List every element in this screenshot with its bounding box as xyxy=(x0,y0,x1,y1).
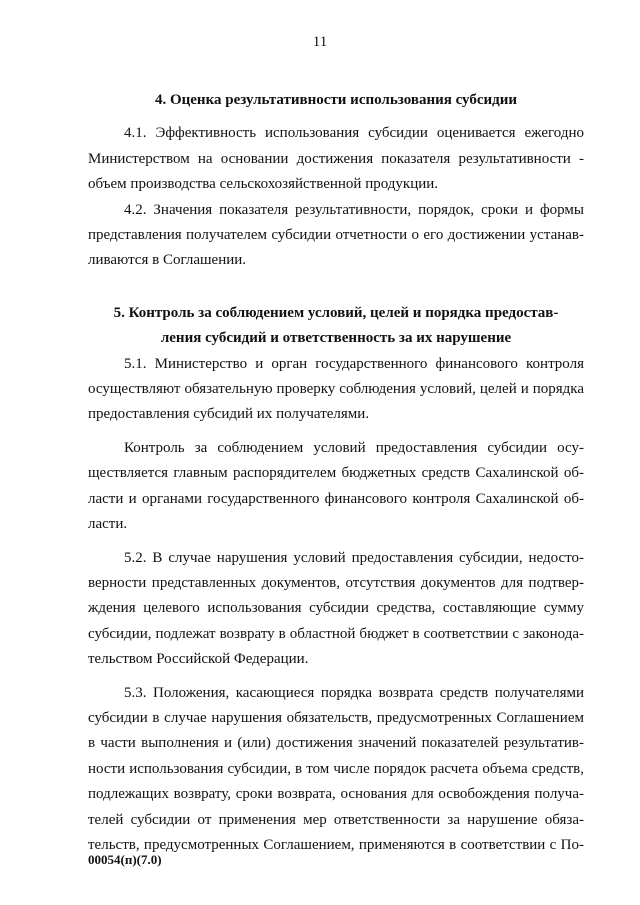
text-line: субсидии, подлежат возврату в областной бюджет в соответствии с законода- xyxy=(88,625,584,642)
text-line: ливаются в Соглашении. xyxy=(88,252,247,269)
text-line: субсидии в случае нарушения обязательств, предусмотренных Соглашением xyxy=(88,709,584,726)
text-line: ласти. xyxy=(88,516,128,533)
heading-line: 5. Контроль за соблюдением условий, целей и порядка предостав- xyxy=(113,304,559,321)
text-line: 5.1. Министерство и орган государственного финансового контроля xyxy=(124,355,584,372)
text-line: тельством Российской Федерации. xyxy=(88,651,309,668)
text-line: подлежащих возврату, сроки возврата, основания для освобождения получа- xyxy=(88,786,584,803)
text-line: ждения целевого использования субсидии средства, составляющие сумму xyxy=(88,600,584,617)
text-line: 4.2. Значения показателя результативности, порядок, сроки и формы xyxy=(124,201,584,218)
paragraph-5-1 xyxy=(88,352,584,428)
text-line: ности использования субсидии, в том числе порядок расчета объема средств, xyxy=(88,760,584,777)
paragraph-5-3 xyxy=(88,681,584,859)
text-line: тельств, предусмотренных Соглашением, применяются в соответствии с По- xyxy=(88,836,584,853)
text-line: в части выполнения и (или) достижения значений показателей результатив- xyxy=(88,735,584,752)
heading-line: ления субсидий и ответственность за их нарушение xyxy=(160,330,512,347)
text-line: ществляется главным распорядителем бюджетных средств Сахалинской об- xyxy=(88,465,584,482)
document-body xyxy=(88,88,584,858)
text-line: осуществляют обязательную проверку соблюдения условий, целей и порядка xyxy=(88,381,584,398)
text-line: ласти и органами государственного финансового контроля Сахалинской об- xyxy=(88,490,584,507)
text-line: объем производства сельскохозяйственной продукции. xyxy=(88,176,439,193)
text-line: 4.1. Эффективность использования субсидии оценивается ежегодно xyxy=(124,125,584,142)
text-line: представления получателем субсидии отчетности о его достижении устанав- xyxy=(88,227,584,244)
text-line: 5.3. Положения, касающиеся порядка возврата средств получателями xyxy=(124,684,584,701)
text-line: телей субсидии от применения мер ответственности за нарушение обяза- xyxy=(88,811,584,828)
section-5-heading xyxy=(88,301,584,352)
text-line: Министерством на основании достижения показателя результативности - xyxy=(88,150,584,167)
section-4-heading: 4. Оценка результативности использования субсидии xyxy=(154,92,518,108)
text-line: Контроль за соблюдением условий предоставления субсидии осу- xyxy=(124,439,584,456)
paragraph-5-1-control xyxy=(88,436,584,538)
paragraph-4-1 xyxy=(88,121,584,197)
paragraph-5-2 xyxy=(88,546,584,673)
page-number: 11 xyxy=(312,34,328,50)
text-line: верности представленных документов, отсутствия документов для подтвер- xyxy=(88,574,584,591)
paragraph-4-2 xyxy=(88,198,584,274)
document-code: 00054(п)(7.0) xyxy=(88,852,162,867)
text-line: предоставления субсидий их получателями. xyxy=(88,406,370,423)
text-line: 5.2. В случае нарушения условий предоставления субсидии, недосто- xyxy=(124,549,584,566)
